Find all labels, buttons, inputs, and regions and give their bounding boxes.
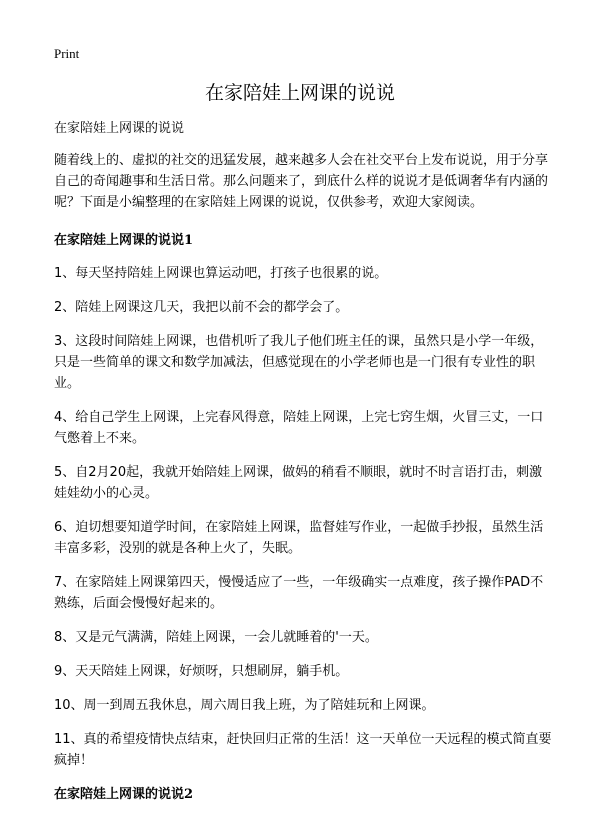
section-heading-1: 在家陪娃上网课的说说1 [54,233,194,248]
article-body [54,118,554,817]
list-item: 3、这段时间陪娃上网课，也借机听了我儿子他们班主任的课，虽然只是小学一年级，只是一些简单的课文和数学加减法，但感觉现在的小学老师也是一门很有专业性的职业。 [54,334,544,391]
list-item: 4、给自己学生上网课，上完春风得意，陪娃上网课，上完七窍生烟，火冒三丈，一口气憋着上不来。 [54,410,544,446]
list-item: 7、在家陪娃上网课第四天，慢慢适应了一些，一年级确实一点难度，孩子操作PAD不熟练，后面会慢慢好起来的。 [54,575,544,611]
page-title: 在家陪娃上网课的说说 [204,82,395,104]
list-item: 10、周一到周五我休息，周六周日我上班，为了陪娃玩和上网课。 [54,698,435,713]
list-item: 6、迫切想要知道学时间，在家陪娃上网课，监督娃写作业，一起做手抄报，虽然生活丰富多彩，没别的就是各种上火了，失眠。 [54,520,544,556]
article-subtitle: 在家陪娃上网课的说说 [54,121,185,136]
list-item: 11、真的希望疫情快点结束，赶快回归正常的生活！这一天单位一天远程的模式简直要疯掉！ [54,732,552,768]
section-heading-2: 在家陪娃上网课的说说2 [54,787,194,802]
list-item: 9、天天陪娃上网课，好烦呀，只想刷屏，躺手机。 [54,664,349,679]
list-item: 8、又是元气满满，陪娃上网课，一会儿就睡着的'一天。 [54,630,378,645]
print-link[interactable]: Print [54,46,80,61]
list-item: 2、陪娃上网课这几天，我把以前不会的都学会了。 [54,300,349,315]
list-item: 5、自2月20起，我就开始陪娃上网课，做妈的稍看不顺眼，就时不时言语打击，刺激娃娃幼小的心灵。 [54,465,543,501]
list-item: 1、每天坚持陪娃上网课也算运动吧，打孩子也很累的说。 [54,266,388,281]
intro-paragraph: 随着线上的、虚拟的社交的迅猛发展，越来越多人会在社交平台上发布说说，用于分享自己的奇闻趣事和生活日常。那么问题来了，到底什么样的说说才是低调奢华有内涵的呢？下面是小编整理的在家陪娃上网课的说说，仅供参考，欢迎大家阅读。 [54,153,549,210]
